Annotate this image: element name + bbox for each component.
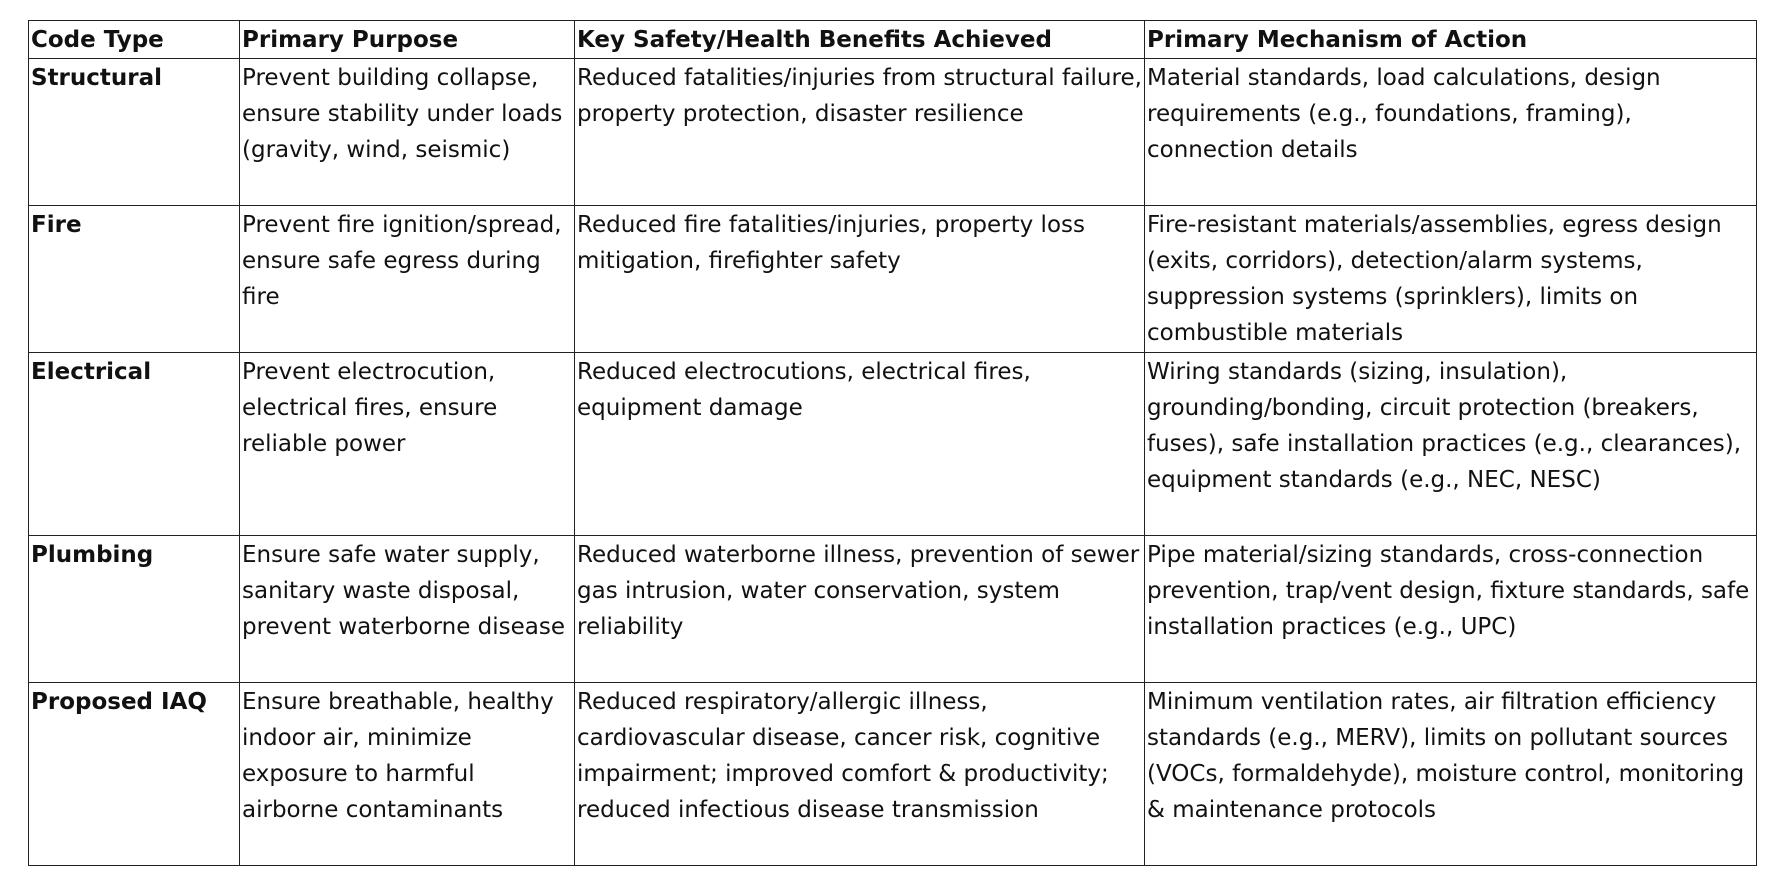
table-row-proposed-iaq (29, 683, 1757, 866)
header-mechanism: Primary Mechanism of Action (1145, 21, 1757, 59)
cell-mechanism: Material standards, load calculations, design requirements (e.g., foundations, framing), connection details (1145, 59, 1757, 206)
code-comparison-table (28, 20, 1757, 866)
cell-benefits: Reduced respiratory/allergic illness, cardiovascular disease, cancer risk, cognitive impairment; improved comfort & productivity; reduced infectious disease transmission (575, 683, 1145, 866)
cell-mechanism: Minimum ventilation rates, air filtration efficiency standards (e.g., MERV), limits on pollutant sources (VOCs, formaldehyde), moisture control, monitoring & maintenance protocols (1145, 683, 1757, 866)
table-row-electrical (29, 353, 1757, 536)
cell-code-type: Fire (29, 206, 240, 353)
cell-code-type: Plumbing (29, 536, 240, 683)
cell-purpose: Ensure safe water supply, sanitary waste disposal, prevent waterborne disease (240, 536, 575, 683)
table-header-row (29, 21, 1757, 59)
cell-mechanism: Wiring standards (sizing, insulation), grounding/bonding, circuit protection (breakers, fuses), safe installation practices (e.g., clearances), equipment standards (e.g., NEC, NESC) (1145, 353, 1757, 536)
cell-purpose: Prevent building collapse, ensure stability under loads (gravity, wind, seismic) (240, 59, 575, 206)
cell-code-type: Proposed IAQ (29, 683, 240, 866)
cell-mechanism: Pipe material/sizing standards, cross-connection prevention, trap/vent design, fixture standards, safe installation practices (e.g., UPC) (1145, 536, 1757, 683)
code-comparison-table-wrapper (28, 20, 1756, 866)
cell-benefits: Reduced electrocutions, electrical fires, equipment damage (575, 353, 1145, 536)
header-key-benefits: Key Safety/Health Benefits Achieved (575, 21, 1145, 59)
cell-purpose: Ensure breathable, healthy indoor air, minimize exposure to harmful airborne contaminants (240, 683, 575, 866)
cell-benefits: Reduced waterborne illness, prevention of sewer gas intrusion, water conservation, system reliability (575, 536, 1145, 683)
table-row-structural (29, 59, 1757, 206)
cell-purpose: Prevent electrocution, electrical fires, ensure reliable power (240, 353, 575, 536)
cell-benefits: Reduced fatalities/injuries from structural failure, property protection, disaster resilience (575, 59, 1145, 206)
header-code-type: Code Type (29, 21, 240, 59)
cell-code-type: Structural (29, 59, 240, 206)
cell-mechanism: Fire-resistant materials/assemblies, egress design (exits, corridors), detection/alarm systems, suppression systems (sprinklers), limits on combustible materials (1145, 206, 1757, 353)
cell-purpose: Prevent fire ignition/spread, ensure safe egress during fire (240, 206, 575, 353)
cell-benefits: Reduced fire fatalities/injuries, property loss mitigation, firefighter safety (575, 206, 1145, 353)
cell-code-type: Electrical (29, 353, 240, 536)
header-primary-purpose: Primary Purpose (240, 21, 575, 59)
table-row-fire (29, 206, 1757, 353)
table-row-plumbing (29, 536, 1757, 683)
